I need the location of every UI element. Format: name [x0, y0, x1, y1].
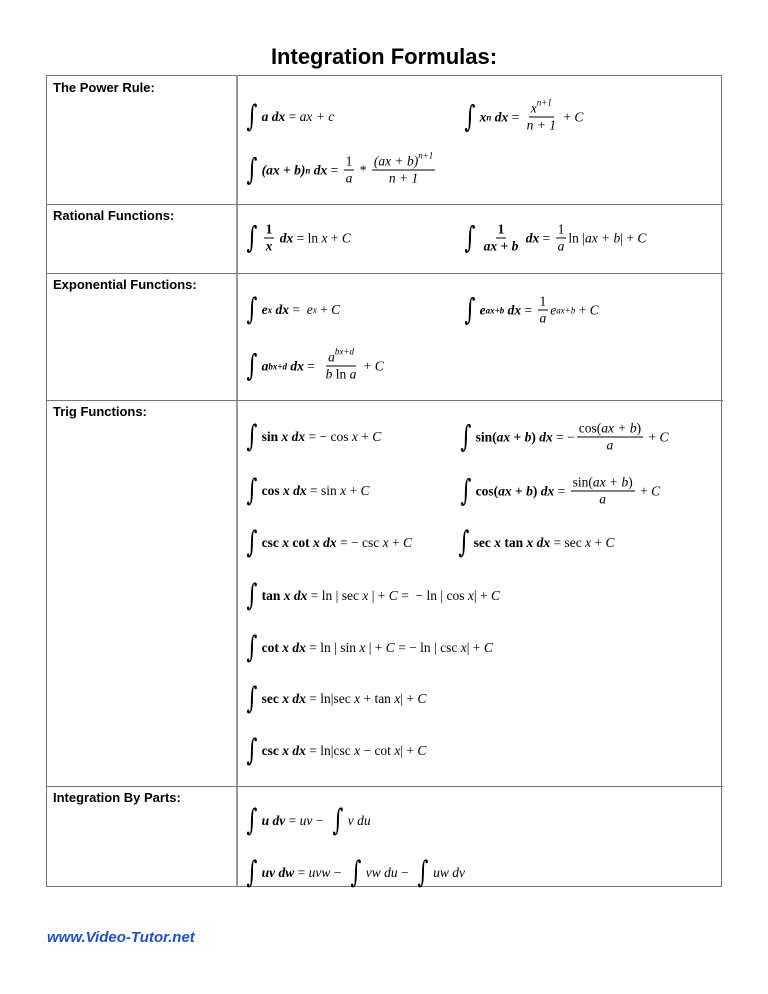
math-italic: x — [394, 743, 401, 758]
math-bold: a dx — [261, 109, 286, 124]
math-text: = — [294, 865, 309, 880]
math-italic: C — [483, 640, 493, 655]
integral-sign-icon: ∫ — [246, 99, 258, 134]
math-italic: uv — [299, 813, 313, 828]
section-label-trig: Trig Functions: — [53, 404, 147, 419]
math-bold-upright: ) — [532, 483, 541, 498]
math-bold: ax — [498, 483, 512, 498]
math-text: * — [356, 162, 370, 177]
math-bold: x dx — [282, 640, 306, 655]
formula-cos-linear — [458, 475, 660, 508]
math-italic: x — [321, 230, 328, 245]
formula-sec — [244, 681, 427, 716]
math-bold: x dx — [282, 743, 306, 758]
math-text: | + — [620, 230, 638, 245]
math-italic: C — [402, 535, 412, 550]
math-bold: x — [479, 109, 487, 124]
math-bold: dx — [540, 483, 555, 498]
math-bold: x dx — [283, 483, 307, 498]
math-bold-upright: sec — [473, 535, 495, 550]
math-italic: v du — [347, 813, 371, 828]
math-text: = — [289, 302, 307, 317]
row-divider — [46, 786, 723, 787]
math-text: = − csc — [336, 535, 383, 550]
math-bold: x — [282, 535, 293, 550]
integral-sign-icon: ∫ — [417, 855, 429, 890]
math-italic: a — [557, 238, 565, 254]
math-italic: C — [374, 358, 384, 373]
math-italic: C — [385, 640, 395, 655]
fraction — [525, 97, 558, 134]
integral-sign-icon: ∫ — [460, 473, 472, 508]
formula-exp: ∫ e x dx = e x + C — [246, 292, 341, 327]
fraction-denominator — [538, 311, 549, 327]
math-italic: b — [325, 366, 333, 382]
formula-reciprocal — [244, 222, 351, 255]
fraction-numerator — [326, 346, 356, 367]
fraction-numerator — [496, 222, 507, 239]
formula-by-parts-three — [244, 855, 465, 890]
math-bold: ax — [496, 429, 511, 444]
math-text: = — [539, 230, 554, 245]
math-italic: x — [382, 535, 389, 550]
math-bold-upright: sin( — [475, 429, 497, 444]
column-divider — [236, 75, 238, 887]
math-bold-upright: tan — [504, 535, 527, 550]
math-italic: C — [637, 230, 647, 245]
math-text: ) — [636, 420, 642, 436]
integral-sign-icon: ∫ — [246, 348, 258, 383]
fraction — [372, 150, 435, 187]
math-text: ln | — [568, 230, 585, 245]
integral-sign-icon: ∫ — [458, 525, 470, 560]
math-bold: e — [261, 302, 268, 317]
math-text: = − — [552, 429, 575, 444]
math-text: ln — [332, 366, 350, 382]
math-bold-upright: tan — [261, 588, 284, 603]
math-italic: C — [659, 429, 669, 444]
math-text: | + — [365, 640, 386, 655]
math-italic: (ax + b) — [373, 153, 419, 169]
section-label-exponential: Exponential Functions: — [53, 277, 197, 292]
math-bold-upright: 1 — [265, 221, 273, 237]
fraction — [482, 222, 521, 255]
formula-general-exp: ∫ a bx+d dx = $\frac{a^{bx+d}}{\text{b ln a}}$ + C — [246, 346, 384, 383]
fraction-numerator — [529, 97, 554, 118]
math-italic: n + 1 — [388, 170, 419, 186]
math-text: = — [303, 358, 322, 373]
formula-csc — [244, 733, 427, 768]
math-text: | + — [466, 640, 484, 655]
integral-sign-icon: ∫ — [246, 803, 258, 838]
fraction — [556, 222, 567, 255]
integral-sign-icon: ∫ — [246, 473, 258, 508]
math-italic: C — [574, 109, 584, 124]
math-italic: e — [550, 302, 557, 317]
math-text: − — [397, 865, 416, 880]
math-text: = ln — [293, 230, 322, 245]
math-text: 1 — [557, 221, 565, 237]
math-text: + — [388, 535, 403, 550]
math-italic: C — [605, 535, 615, 550]
math-italic: x — [340, 483, 347, 498]
math-bold-upright: sin — [261, 429, 282, 444]
math-text: = — [285, 109, 300, 124]
math-bold: b — [526, 483, 533, 498]
fraction-denominator — [556, 239, 567, 255]
formula-sin — [244, 419, 382, 454]
fraction — [571, 475, 635, 508]
row-divider — [46, 204, 723, 205]
page-title: Integration Formulas: — [270, 44, 498, 69]
math-italic: a — [345, 170, 353, 186]
integral-sign-icon: ∫ — [332, 803, 344, 838]
math-text: 1 — [345, 153, 353, 169]
math-italic: a — [328, 349, 335, 365]
math-italic: a — [539, 310, 547, 326]
superscript: bx+d — [334, 346, 354, 357]
integral-sign-icon: ∫ — [246, 855, 258, 890]
math-bold-upright: sec — [261, 691, 283, 706]
math-bold: dx — [272, 302, 290, 317]
math-text: = − ln | cos — [397, 588, 468, 603]
math-italic: C — [417, 743, 427, 758]
math-bold-upright: csc — [261, 535, 283, 550]
math-text: = ln|csc — [305, 743, 355, 758]
math-text: = — [285, 813, 300, 828]
math-italic: x — [585, 535, 592, 550]
formula-sec-tan — [456, 525, 615, 560]
math-text: + — [357, 429, 373, 444]
formula-cos — [244, 473, 370, 508]
math-text: + tan — [360, 691, 395, 706]
math-text: sin( — [572, 474, 593, 490]
math-italic: a — [606, 437, 614, 453]
integral-sign-icon: ∫ — [246, 578, 258, 613]
fraction-denominator — [387, 171, 420, 187]
math-italic: e — [306, 302, 313, 317]
math-bold: dx — [287, 358, 304, 373]
integral-sign-icon: ∫ — [246, 733, 258, 768]
math-text: 1 — [539, 293, 547, 309]
fraction-denominator — [605, 438, 616, 454]
math-italic: vw du — [365, 865, 398, 880]
math-bold: x dx — [313, 535, 337, 550]
fraction — [344, 154, 355, 187]
math-italic: ax + b — [601, 420, 637, 436]
integral-sign-icon: ∫ — [464, 99, 476, 134]
math-text: + — [316, 302, 332, 317]
math-text: | + — [400, 743, 418, 758]
integral-sign-icon: ∫ — [246, 152, 258, 187]
math-italic: x — [362, 588, 369, 603]
math-italic: C — [589, 302, 599, 317]
math-bold: dx — [504, 302, 522, 317]
math-bold: x dx — [283, 588, 308, 603]
math-text: | + — [473, 588, 491, 603]
fraction-denominator — [597, 492, 608, 508]
math-italic: ax + b — [592, 474, 629, 490]
fraction-numerator — [577, 421, 643, 438]
math-text: + — [327, 230, 342, 245]
math-text: ) — [628, 474, 633, 490]
formula-sin-linear — [458, 421, 668, 454]
formula-tan — [244, 578, 500, 613]
formula-constant — [244, 99, 335, 134]
math-italic: x — [359, 640, 366, 655]
math-text: = sec — [550, 535, 586, 550]
math-text: = — [521, 302, 536, 317]
math-bold-upright: + — [510, 429, 525, 444]
math-text: = ln | sin — [305, 640, 360, 655]
math-text: + — [636, 483, 652, 498]
math-text: = ln|sec — [305, 691, 355, 706]
math-italic: C — [651, 483, 661, 498]
math-italic: x — [354, 691, 361, 706]
math-text: + — [591, 535, 606, 550]
math-text: + — [560, 109, 575, 124]
integral-sign-icon: ∫ — [246, 630, 258, 665]
math-italic: C — [341, 230, 351, 245]
math-text: + — [575, 302, 590, 317]
math-bold: x — [265, 238, 273, 254]
math-italic: C — [360, 483, 370, 498]
integral-sign-icon: ∫ — [246, 681, 258, 716]
math-italic: C — [490, 588, 500, 603]
integral-sign-icon: ∫ — [246, 292, 258, 327]
formula-linear-reciprocal — [462, 222, 646, 255]
math-bold-upright: cos — [261, 483, 284, 498]
formula-power: ∫ x n dx = $\frac{x^{n+1}}{n + 1}$ + C — [464, 97, 584, 134]
fraction-numerator — [344, 154, 355, 171]
section-label-by-parts: Integration By Parts: — [53, 790, 181, 805]
math-text: − — [330, 865, 349, 880]
math-italic: C — [417, 691, 427, 706]
section-label-power-rule: The Power Rule: — [53, 80, 155, 95]
math-bold: (ax + b) — [261, 162, 306, 177]
integral-sign-icon: ∫ — [460, 419, 472, 454]
math-italic: a — [349, 366, 357, 382]
math-italic: C — [388, 588, 398, 603]
integral-sign-icon: ∫ — [464, 220, 476, 255]
math-text: − — [312, 813, 331, 828]
math-bold: dx — [310, 162, 328, 177]
integral-sign-icon: ∫ — [246, 419, 258, 454]
math-text: + — [346, 483, 361, 498]
section-label-rational: Rational Functions: — [53, 208, 175, 223]
footer-link[interactable]: www.Video-Tutor.net — [47, 929, 195, 946]
formula-by-parts — [244, 803, 371, 838]
math-bold-upright: csc — [261, 743, 283, 758]
integral-sign-icon: ∫ — [350, 855, 362, 890]
math-bold-upright: 1 — [497, 221, 505, 237]
math-bold: x — [494, 535, 505, 550]
fraction — [264, 222, 275, 255]
math-bold: x dx — [281, 429, 306, 444]
math-bold: x dx — [526, 535, 551, 550]
math-italic: x — [394, 691, 401, 706]
formula-linear-power: ∫ (ax + b) n dx = $\frac{1}{a}$ * $\frac{(ax + b)^{n+1}}{n + 1}$ — [246, 150, 434, 187]
math-italic: x — [467, 588, 474, 603]
math-bold-upright: + — [511, 483, 527, 498]
math-bold-upright: cot — [292, 535, 314, 550]
superscript: n+1 — [536, 97, 552, 108]
math-bold-upright: cot — [261, 640, 283, 655]
math-bold: ax + b — [483, 238, 519, 254]
row-divider — [46, 273, 723, 274]
math-italic: C — [331, 302, 341, 317]
fraction-denominator — [324, 367, 359, 383]
fraction — [538, 294, 549, 327]
fraction — [324, 346, 359, 383]
fraction-numerator — [538, 294, 549, 311]
fraction-numerator — [264, 222, 275, 239]
math-text: = sin — [306, 483, 341, 498]
math-text: = − ln | csc — [394, 640, 461, 655]
fraction-denominator — [264, 239, 275, 255]
math-text: = — [554, 483, 569, 498]
math-bold: dx — [539, 429, 553, 444]
math-italic: x — [354, 743, 361, 758]
superscript: n+1 — [418, 150, 434, 161]
formula-cot — [244, 630, 493, 665]
math-bold: x dx — [282, 691, 306, 706]
math-text: + — [360, 358, 375, 373]
math-bold-upright: cos( — [475, 483, 499, 498]
math-text: = — [327, 162, 342, 177]
math-italic: x — [351, 429, 358, 444]
math-italic: x — [530, 100, 537, 116]
math-bold: uv dw — [261, 865, 295, 880]
math-bold: a — [261, 358, 269, 373]
math-text: | + — [368, 588, 389, 603]
math-text: | + — [400, 691, 418, 706]
math-italic: uvw — [308, 865, 331, 880]
math-bold: u dv — [261, 813, 286, 828]
math-text: + — [645, 429, 660, 444]
math-italic: uw dv — [433, 865, 465, 880]
math-bold: e — [479, 302, 486, 317]
math-italic: ax + c — [299, 109, 335, 124]
fraction — [577, 421, 643, 454]
math-italic: ax + b — [584, 230, 621, 245]
math-bold: dx — [276, 230, 294, 245]
math-text: = − cos — [305, 429, 352, 444]
math-italic: a — [599, 491, 607, 507]
fraction-denominator — [482, 239, 521, 255]
math-bold-upright: ) — [531, 429, 540, 444]
row-divider — [46, 400, 723, 401]
math-italic: n + 1 — [526, 117, 557, 133]
math-italic: x — [460, 640, 467, 655]
integral-sign-icon: ∫ — [246, 220, 258, 255]
math-italic: C — [372, 429, 382, 444]
formula-csc-cot — [244, 525, 412, 560]
math-bold: b — [524, 429, 532, 444]
integral-sign-icon: ∫ — [246, 525, 258, 560]
math-text: = ln | sec — [307, 588, 363, 603]
integral-sign-icon: ∫ — [464, 292, 476, 327]
fraction-numerator — [556, 222, 567, 239]
math-bold: dx — [491, 109, 509, 124]
math-text: = — [508, 109, 523, 124]
math-text: − cot — [360, 743, 395, 758]
math-text: cos( — [578, 420, 602, 436]
formula-exp-linear: ∫ e ax+b dx = $\frac{1}{a}$ e ax+b + C — [464, 292, 599, 327]
fraction-numerator — [571, 475, 635, 492]
math-bold: dx — [522, 230, 540, 245]
fraction-denominator — [344, 171, 355, 187]
fraction-numerator — [372, 150, 435, 171]
fraction-denominator — [525, 118, 558, 134]
